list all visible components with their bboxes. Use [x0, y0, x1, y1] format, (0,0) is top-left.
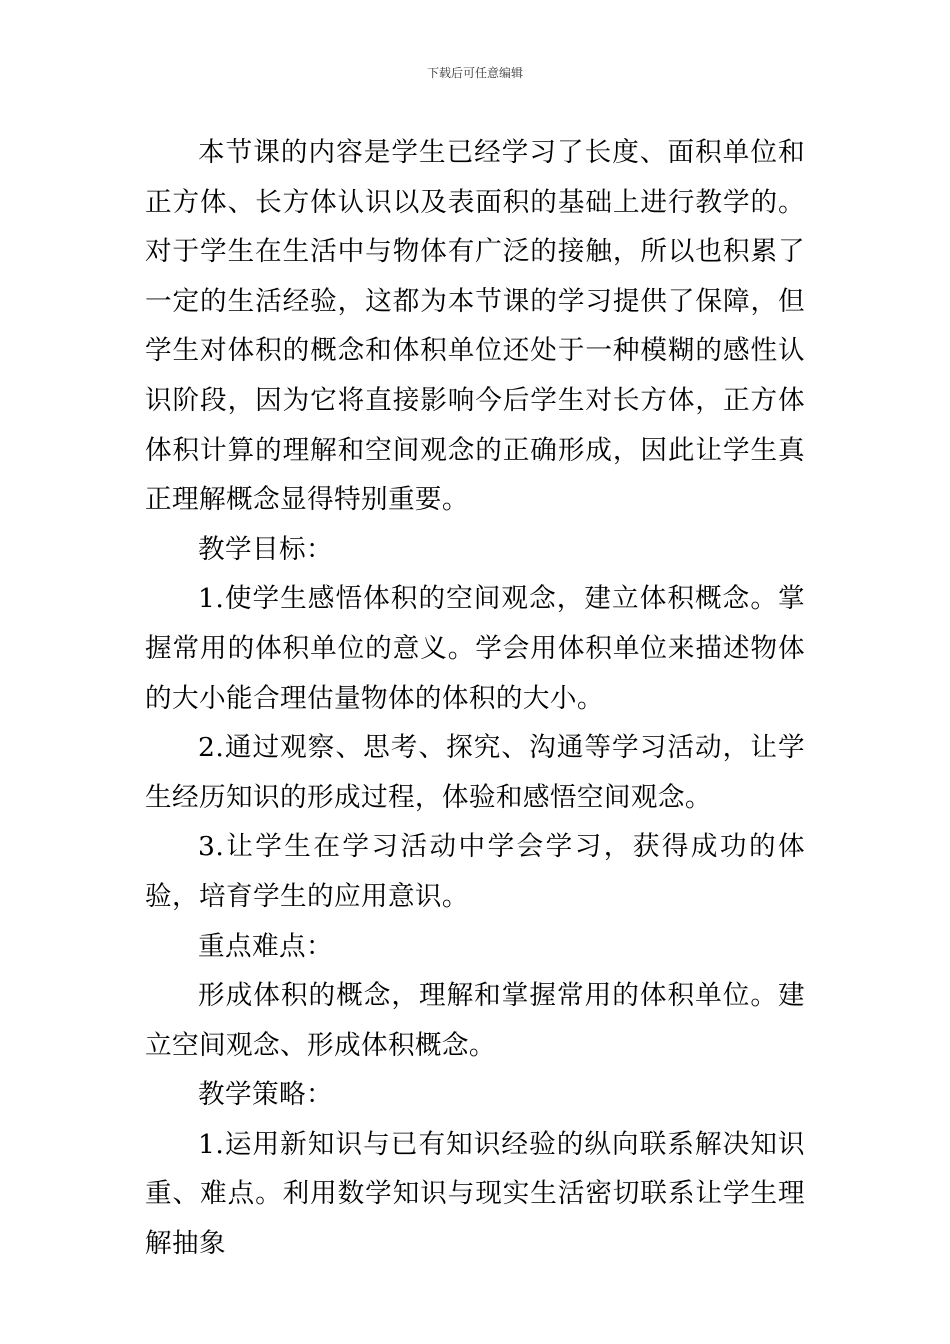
paragraph-goal-1: 1.使学生感悟体积的空间观念，建立体积概念。掌握常用的体积单位的意义。学会用体积单位来描述物体的大小能合理估量物体的体积的大小。	[145, 583, 805, 714]
page-header-note: 下载后可任意编辑	[426, 66, 523, 80]
paragraph-strategy-1: 1.运用新知识与已有知识经验的纵向联系解决知识重、难点。利用数学知识与现实生活密切联系让学生理解抽象	[145, 1128, 805, 1260]
paragraph-key-difficulties: 形成体积的概念，理解和掌握常用的体积单位。建立空间观念、形成体积概念。	[145, 980, 805, 1061]
paragraph-intro: 本节课的内容是学生已经学习了长度、面积单位和正方体、长方体认识以及表面积的基础上进行教学的。对于学生在生活中与物体有广泛的接触，所以也积累了一定的生活经验，这都为本节课的学习提供了保障，但学生对体积的概念和体积单位还处于一种模糊的感性认识阶段，因为它将直接影响今后学生对长方体，正方体体积计算的理解和空间观念的正确形成，因此让学生真正理解概念显得特别重要。	[145, 137, 805, 516]
paragraph-goal-3: 3.让学生在学习活动中学会学习，获得成功的体验，培育学生的应用意识。	[145, 831, 805, 912]
heading-key-difficulties: 重点难点：	[198, 930, 333, 962]
heading-teaching-strategies: 教学策略：	[198, 1079, 333, 1111]
paragraph-goal-2: 2.通过观察、思考、探究、沟通等学习活动，让学生经历知识的形成过程，体验和感悟空间观念。	[145, 732, 805, 813]
document-body	[145, 128, 805, 1269]
heading-teaching-goals: 教学目标：	[198, 533, 333, 565]
